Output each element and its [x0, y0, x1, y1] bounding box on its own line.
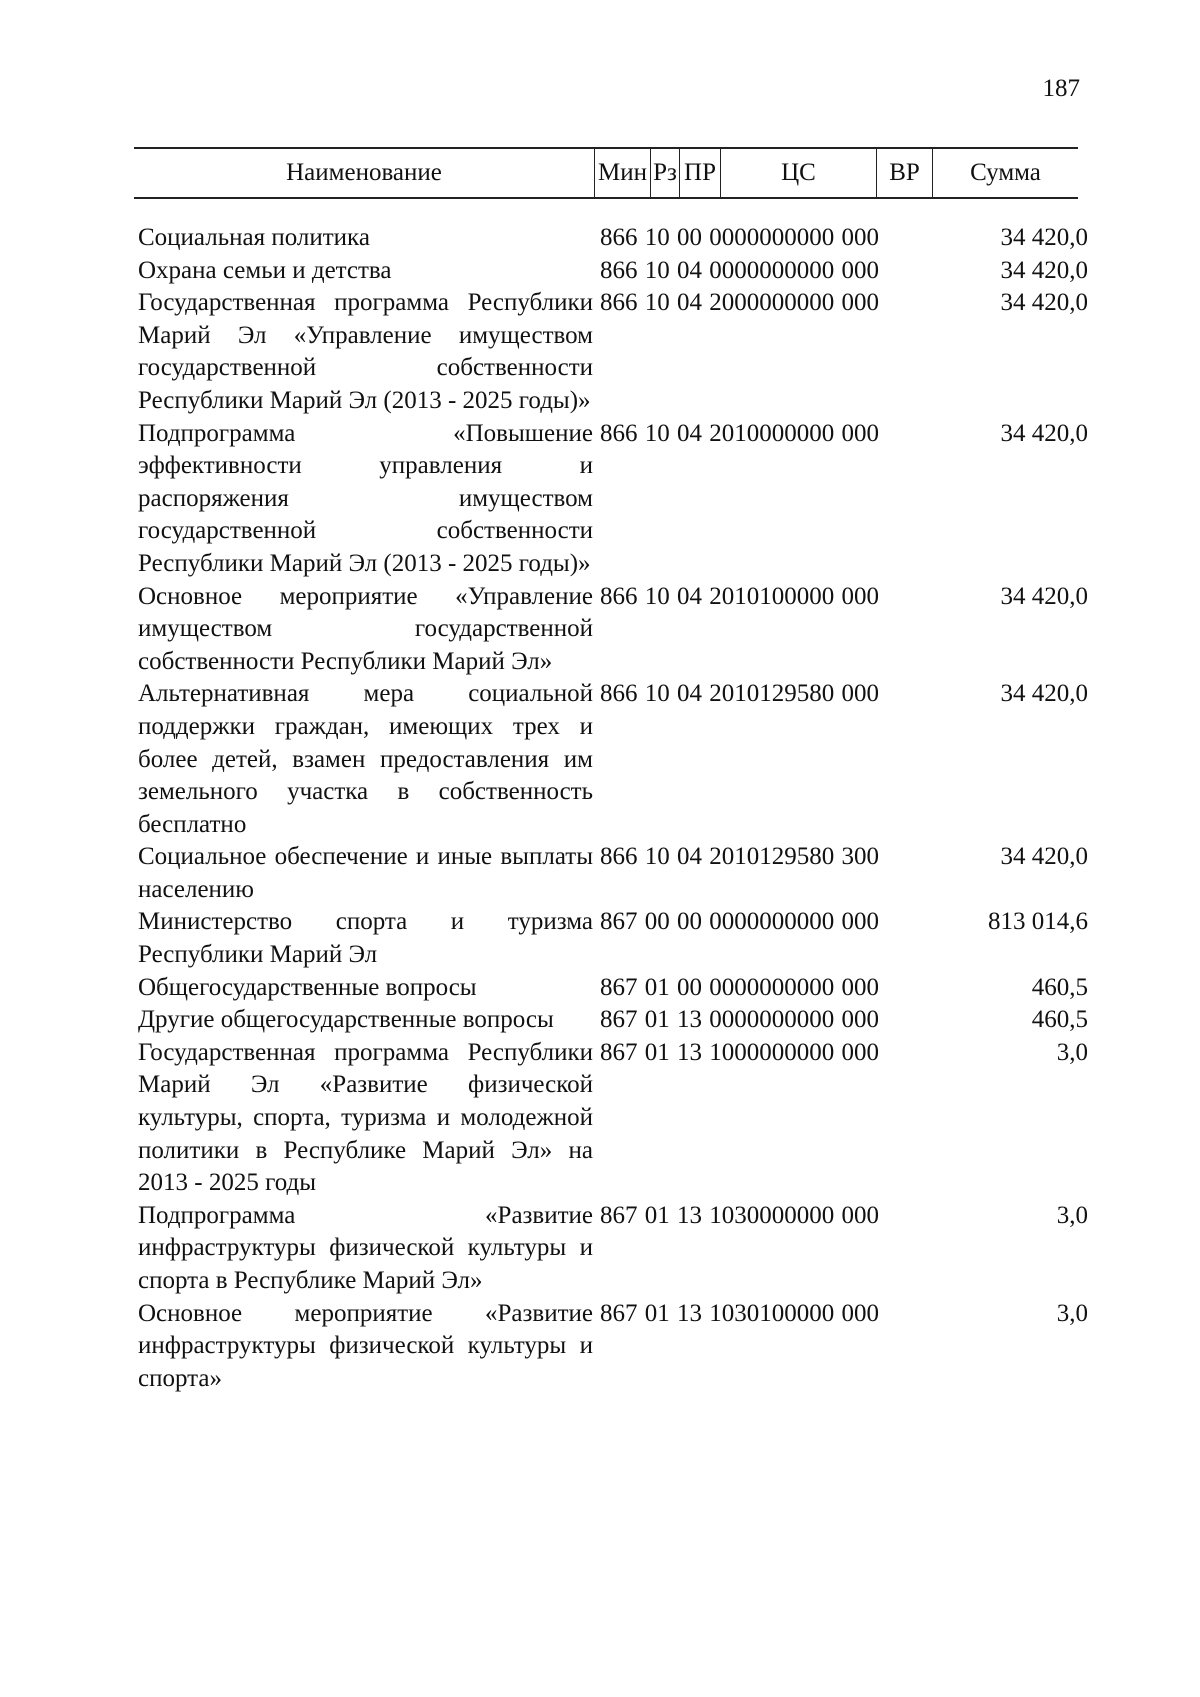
row-code-vr: 000	[841, 680, 879, 708]
row-name: Подпрограмма «Развитие инфраструктуры физической культуры и спорта в Республике Марий Эл»	[138, 1201, 593, 1294]
row-code-cs: 2010129580	[709, 843, 835, 871]
column-header-pr: ПР	[679, 149, 720, 197]
row-code-rz: 10	[644, 680, 670, 708]
row-name: Подпрограмма «Повышение эффективности управления и распоряжения имуществом государственной собственности Республики Марий Эл (2013 - 2025 годы)»	[138, 419, 593, 577]
row-code-vr: 000	[841, 973, 879, 1001]
row-code-vr: 000	[841, 908, 879, 936]
row-code-pr: 04	[677, 582, 702, 610]
row-codes	[600, 255, 879, 288]
row-sum: 3,0	[1056, 1038, 1088, 1066]
row-codes	[600, 222, 879, 255]
row-name: Общегосударственные вопросы	[138, 973, 477, 1001]
row-sum: 34 420,0	[1000, 289, 1088, 317]
row-code-cs: 0000000000	[709, 908, 835, 936]
row-name: Государственная программа Республики Марий Эл «Развитие физической культуры, спорта, туризма и молодежной политики в Республике Марий Эл» на 2013 - 2025 годы	[138, 1038, 593, 1197]
row-code-pr: 04	[677, 289, 702, 317]
row-code-rz: 10	[644, 582, 670, 610]
table-row	[0, 1004, 1200, 1037]
row-code-cs: 0000000000	[709, 1006, 835, 1034]
row-code-cs: 2010100000	[709, 582, 835, 610]
row-codes	[600, 418, 879, 451]
row-code-vr: 000	[841, 256, 879, 284]
row-code-vr: 000	[841, 1201, 879, 1229]
row-sum: 34 420,0	[1000, 843, 1088, 871]
row-code-cs: 0000000000	[709, 256, 835, 284]
row-sum: 3,0	[1056, 1299, 1088, 1327]
row-code-cs: 1000000000	[709, 1038, 835, 1066]
row-code-min: 866	[600, 582, 638, 610]
row-code-cs: 0000000000	[709, 224, 835, 251]
table-header	[134, 147, 1078, 199]
row-name: Альтернативная мера социальной поддержки граждан, имеющих трех и более детей, взамен предоставления им земельного участка в собственность бесплатно	[138, 680, 593, 838]
row-code-vr: 000	[841, 289, 879, 317]
row-code-pr: 13	[677, 1006, 702, 1034]
row-sum: 34 420,0	[1000, 582, 1088, 610]
column-header-min: Мин	[594, 149, 650, 197]
row-sum: 34 420,0	[1000, 224, 1088, 251]
row-codes	[600, 287, 879, 320]
row-codes	[600, 1004, 879, 1037]
row-name: Социальное обеспечение и иные выплаты населению	[138, 843, 593, 903]
row-codes	[600, 1298, 879, 1331]
row-codes	[600, 906, 879, 939]
row-code-rz: 01	[644, 1038, 670, 1066]
row-code-cs: 2010129580	[709, 680, 835, 708]
row-code-pr: 00	[677, 973, 702, 1001]
row-code-vr: 000	[841, 1006, 879, 1034]
row-code-pr: 04	[677, 419, 702, 447]
row-codes	[600, 841, 879, 874]
row-sum: 34 420,0	[1000, 419, 1088, 447]
row-code-cs: 1030000000	[709, 1201, 835, 1229]
column-header-name: Наименование	[286, 159, 442, 186]
table-row	[0, 1200, 1200, 1298]
table-row	[0, 972, 1200, 1005]
row-name: Охрана семьи и детства	[138, 256, 392, 284]
row-code-pr: 13	[677, 1299, 702, 1327]
table-row	[0, 1298, 1200, 1396]
row-name: Государственная программа Республики Марий Эл «Управление имуществом государственной собственности Республики Марий Эл (2013 - 2025 годы)»	[138, 289, 593, 414]
column-header-vr: ВР	[876, 149, 932, 197]
table-row	[0, 581, 1200, 679]
table-row	[0, 222, 1200, 255]
row-code-rz: 01	[644, 973, 670, 1001]
table-body	[0, 222, 1200, 1395]
row-code-min: 866	[600, 289, 638, 317]
row-sum: 813 014,6	[988, 908, 1088, 936]
row-sum: 34 420,0	[1000, 256, 1088, 284]
column-header-rz: Рз	[650, 149, 679, 197]
row-code-rz: 10	[644, 843, 670, 871]
table-row	[0, 255, 1200, 288]
row-code-vr: 000	[841, 1299, 879, 1327]
row-code-pr: 04	[677, 256, 702, 284]
row-code-min: 866	[600, 680, 638, 708]
row-code-pr: 13	[677, 1038, 702, 1066]
row-code-vr: 000	[841, 224, 879, 251]
row-name: Социальная политика	[138, 224, 370, 251]
row-code-pr: 00	[677, 224, 702, 251]
row-code-rz: 10	[644, 419, 670, 447]
row-code-min: 867	[600, 908, 638, 936]
row-name: Другие общегосударственные вопросы	[138, 1006, 554, 1034]
row-codes	[600, 972, 879, 1005]
row-code-rz: 01	[644, 1299, 670, 1327]
row-code-rz: 01	[644, 1201, 670, 1229]
row-code-pr: 00	[677, 908, 702, 936]
table-row	[0, 906, 1200, 971]
row-code-pr: 04	[677, 843, 702, 871]
row-code-pr: 04	[677, 680, 702, 708]
row-code-rz: 10	[644, 224, 670, 251]
row-code-min: 867	[600, 1201, 638, 1229]
row-code-min: 866	[600, 224, 638, 251]
row-code-min: 867	[600, 1299, 638, 1327]
row-code-cs: 2010000000	[709, 419, 835, 447]
row-code-min: 867	[600, 1038, 638, 1066]
row-code-min: 866	[600, 256, 638, 284]
row-code-vr: 000	[841, 582, 879, 610]
table-row	[0, 841, 1200, 906]
column-header-cs: ЦС	[720, 149, 876, 197]
row-sum: 3,0	[1056, 1201, 1088, 1229]
row-name: Основное мероприятие «Управление имуществом государственной собственности Республики Марий Эл»	[138, 582, 593, 675]
row-codes	[600, 678, 879, 711]
row-codes	[600, 1200, 879, 1233]
row-code-vr: 000	[841, 1038, 879, 1066]
row-sum: 34 420,0	[1000, 680, 1088, 708]
table-row	[0, 1037, 1200, 1200]
row-code-min: 867	[600, 1006, 638, 1034]
row-code-vr: 300	[841, 843, 879, 871]
row-code-min: 866	[600, 843, 638, 871]
row-code-rz: 01	[644, 1006, 670, 1034]
row-codes	[600, 1037, 879, 1070]
column-header-sum: Сумма	[932, 149, 1078, 197]
row-code-min: 866	[600, 419, 638, 447]
row-name: Министерство спорта и туризма Республики Марий Эл	[138, 908, 593, 969]
row-sum: 460,5	[1031, 973, 1088, 1001]
row-code-pr: 13	[677, 1201, 702, 1229]
row-code-rz: 10	[644, 256, 670, 284]
row-code-cs: 0000000000	[709, 973, 835, 1001]
row-code-vr: 000	[841, 419, 879, 447]
page-number: 187	[1042, 75, 1080, 102]
row-code-cs: 1030100000	[709, 1299, 835, 1327]
table-row	[0, 418, 1200, 581]
row-sum: 460,5	[1031, 1006, 1088, 1034]
row-code-cs: 2000000000	[709, 289, 835, 317]
table-row	[0, 678, 1200, 841]
row-code-rz: 10	[644, 289, 670, 317]
row-code-min: 867	[600, 973, 638, 1001]
table-row	[0, 287, 1200, 417]
row-code-rz: 00	[644, 908, 670, 936]
row-codes	[600, 581, 879, 614]
row-name: Основное мероприятие «Развитие инфраструктуры физической культуры и спорта»	[138, 1299, 593, 1392]
